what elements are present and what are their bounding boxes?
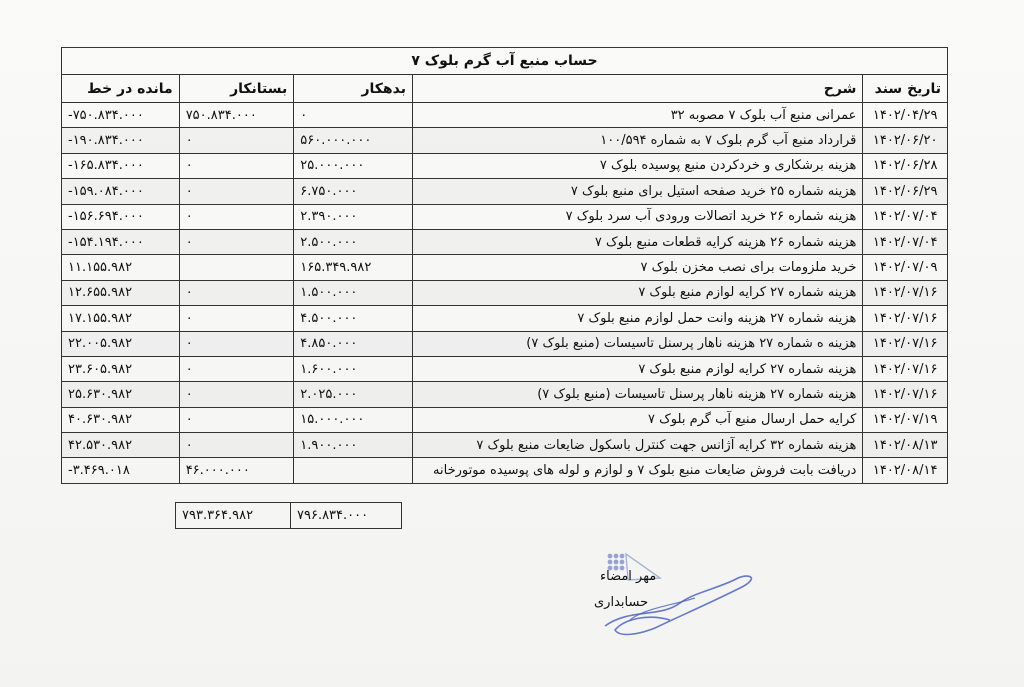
table-row <box>62 204 948 229</box>
cell-balance: -۱۹۰.۸۳۴.۰۰۰ <box>62 128 180 153</box>
table-row <box>62 433 948 458</box>
table-row <box>62 382 948 407</box>
cell-date: ۱۴۰۲/۰۸/۱۴ <box>863 458 948 483</box>
cell-credit: ۰ <box>179 331 294 356</box>
cell-credit: ۰ <box>179 356 294 381</box>
cell-balance: ۲۵.۶۳۰.۹۸۲ <box>62 382 180 407</box>
cell-balance: ۱۱.۱۵۵.۹۸۲ <box>62 255 180 280</box>
cell-debit: ۵۶۰.۰۰۰.۰۰۰ <box>294 128 413 153</box>
cell-debit: ۲.۰۲۵.۰۰۰ <box>294 382 413 407</box>
header-credit: بستانکار <box>179 75 294 103</box>
header-debit: بدهکار <box>294 75 413 103</box>
cell-description: هزینه ه شماره ۲۷ هزینه ناهار پرسنل تاسیسات (منبع بلوک ۷) <box>412 331 862 356</box>
header-date: تاریخ سند <box>863 75 948 103</box>
cell-debit: ۴.۵۰۰.۰۰۰ <box>294 306 413 331</box>
cell-balance: ۴۰.۶۳۰.۹۸۲ <box>62 407 180 432</box>
table-row <box>62 128 948 153</box>
cell-description: قرارداد منبع آب گرم بلوک ۷ به شماره ۱۰۰/۵۹۴ <box>412 128 862 153</box>
cell-date: ۱۴۰۲/۰۷/۱۶ <box>863 356 948 381</box>
cell-description: کرایه حمل ارسال منبع آب گرم بلوک ۷ <box>412 407 862 432</box>
cell-credit: ۰ <box>179 433 294 458</box>
cell-credit: ۰ <box>179 280 294 305</box>
table-row <box>62 179 948 204</box>
header-row <box>62 75 948 103</box>
cell-description: هزینه شماره ۲۵ خرید صفحه استیل برای منبع بلوک ۷ <box>412 179 862 204</box>
cell-balance: ۲۲.۰۰۵.۹۸۲ <box>62 331 180 356</box>
cell-date: ۱۴۰۲/۰۷/۱۶ <box>863 280 948 305</box>
cell-balance: -۱۵۹.۰۸۴.۰۰۰ <box>62 179 180 204</box>
cell-date: ۱۴۰۲/۰۷/۱۹ <box>863 407 948 432</box>
table-row <box>62 255 948 280</box>
cell-date: ۱۴۰۲/۰۷/۰۴ <box>863 204 948 229</box>
total-debit: ۷۹۳.۳۶۴.۹۸۲ <box>176 503 291 529</box>
cell-credit: ۰ <box>179 153 294 178</box>
cell-debit <box>294 458 413 483</box>
cell-credit: ۴۶.۰۰۰.۰۰۰ <box>179 458 294 483</box>
cell-date: ۱۴۰۲/۰۷/۰۹ <box>863 255 948 280</box>
cell-debit: ۱۶۵.۳۴۹.۹۸۲ <box>294 255 413 280</box>
accounting-department-label: حسابداری <box>594 595 649 610</box>
cell-balance: ۱۲.۶۵۵.۹۸۲ <box>62 280 180 305</box>
cell-debit: ۴.۸۵۰.۰۰۰ <box>294 331 413 356</box>
cell-date: ۱۴۰۲/۰۷/۱۶ <box>863 331 948 356</box>
cell-debit: ۱۵.۰۰۰.۰۰۰ <box>294 407 413 432</box>
cell-credit: ۰ <box>179 128 294 153</box>
cell-date: ۱۴۰۲/۰۴/۲۹ <box>863 103 948 128</box>
cell-debit: ۶.۷۵۰.۰۰۰ <box>294 179 413 204</box>
cell-date: ۱۴۰۲/۰۷/۰۴ <box>863 229 948 254</box>
table-row <box>62 407 948 432</box>
header-balance: مانده در خط <box>62 75 180 103</box>
table-row <box>62 356 948 381</box>
cell-date: ۱۴۰۲/۰۷/۱۶ <box>863 382 948 407</box>
table-row <box>62 229 948 254</box>
ledger-table <box>61 47 948 484</box>
stamp-signature-label: مهر امضاء <box>600 569 657 584</box>
cell-credit: ۰ <box>179 204 294 229</box>
ledger-body <box>62 103 948 484</box>
cell-balance: -۳.۴۶۹.۰۱۸ <box>62 458 180 483</box>
table-row <box>62 153 948 178</box>
cell-debit: ۲۵.۰۰۰.۰۰۰ <box>294 153 413 178</box>
cell-balance: -۱۵۶.۶۹۴.۰۰۰ <box>62 204 180 229</box>
cell-description: هزینه شماره ۲۷ هزینه ناهار پرسنل تاسیسات (منبع بلوک ۷) <box>412 382 862 407</box>
table-row <box>62 306 948 331</box>
table-row <box>62 458 948 483</box>
cell-balance: ۱۷.۱۵۵.۹۸۲ <box>62 306 180 331</box>
cell-date: ۱۴۰۲/۰۷/۱۶ <box>863 306 948 331</box>
cell-debit: ۱.۵۰۰.۰۰۰ <box>294 280 413 305</box>
cell-description: هزینه شماره ۳۲ کرایه آژانس جهت کنترل باسکول ضایعات منبع بلوک ۷ <box>412 433 862 458</box>
cell-credit: ۰ <box>179 306 294 331</box>
cell-credit: ۰ <box>179 382 294 407</box>
title-row <box>62 48 948 75</box>
cell-description: هزینه شماره ۲۶ خرید اتصالات ورودی آب سرد بلوک ۷ <box>412 204 862 229</box>
cell-description: هزینه شماره ۲۶ هزینه کرایه قطعات منبع بلوک ۷ <box>412 229 862 254</box>
cell-balance: ۴۲.۵۳۰.۹۸۲ <box>62 433 180 458</box>
cell-balance: ۲۳.۶۰۵.۹۸۲ <box>62 356 180 381</box>
cell-debit: ۰ <box>294 103 413 128</box>
totals-row <box>176 503 402 529</box>
cell-description: عمرانی منبع آب بلوک ۷ مصوبه ۳۲ <box>412 103 862 128</box>
cell-date: ۱۴۰۲/۰۶/۲۰ <box>863 128 948 153</box>
cell-description: هزینه شماره ۲۷ هزینه وانت حمل لوازم منبع بلوک ۷ <box>412 306 862 331</box>
header-description: شرح <box>412 75 862 103</box>
cell-debit: ۱.۶۰۰.۰۰۰ <box>294 356 413 381</box>
cell-debit: ۲.۳۹۰.۰۰۰ <box>294 204 413 229</box>
cell-date: ۱۴۰۲/۰۶/۲۹ <box>863 179 948 204</box>
cell-balance: -۱۵۴.۱۹۴.۰۰۰ <box>62 229 180 254</box>
cell-balance: -۷۵۰.۸۳۴.۰۰۰ <box>62 103 180 128</box>
cell-credit: ۰ <box>179 229 294 254</box>
cell-date: ۱۴۰۲/۰۶/۲۸ <box>863 153 948 178</box>
table-row <box>62 103 948 128</box>
cell-credit <box>179 255 294 280</box>
cell-debit: ۲.۵۰۰.۰۰۰ <box>294 229 413 254</box>
cell-description: دریافت بابت فروش ضایعات منبع بلوک ۷ و لوازم و لوله های پوسیده موتورخانه <box>412 458 862 483</box>
cell-debit: ۱.۹۰۰.۰۰۰ <box>294 433 413 458</box>
cell-credit: ۰ <box>179 407 294 432</box>
cell-description: هزینه شماره ۲۷ کرایه لوازم منبع بلوک ۷ <box>412 356 862 381</box>
document-title: حساب منبع آب گرم بلوک ۷ <box>62 48 948 75</box>
table-row <box>62 331 948 356</box>
cell-balance: -۱۶۵.۸۳۴.۰۰۰ <box>62 153 180 178</box>
cell-description: هزینه برشکاری و خردکردن منبع پوسیده بلوک ۷ <box>412 153 862 178</box>
cell-description: خرید ملزومات برای نصب مخزن بلوک ۷ <box>412 255 862 280</box>
totals-table <box>175 502 402 529</box>
total-credit: ۷۹۶.۸۳۴.۰۰۰ <box>291 503 402 529</box>
cell-description: هزینه شماره ۲۷ کرایه لوازم منبع بلوک ۷ <box>412 280 862 305</box>
cell-date: ۱۴۰۲/۰۸/۱۳ <box>863 433 948 458</box>
cell-credit: ۷۵۰.۸۳۴.۰۰۰ <box>179 103 294 128</box>
table-row <box>62 280 948 305</box>
cell-credit: ۰ <box>179 179 294 204</box>
